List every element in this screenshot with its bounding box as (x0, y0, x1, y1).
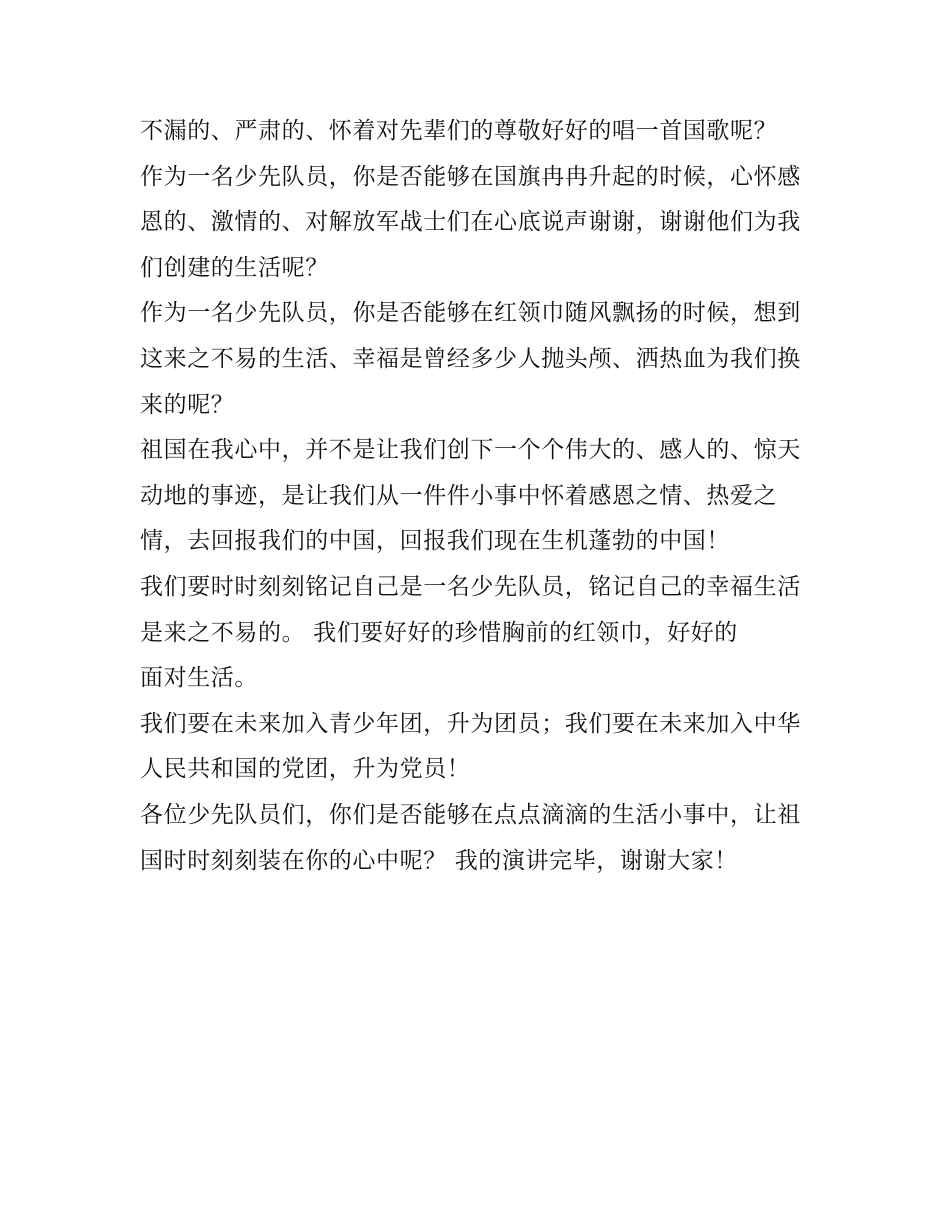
paragraph-6: 我们要在未来加入青少年团，升为团员；我们要在未来加入中华人民共和国的党团，升为党员！ (140, 710, 801, 783)
paragraph-4: 祖国在我心中，并不是让我们创下一个个伟大的、感人的、惊天动地的事迹，是让我们从一件件小事中怀着感恩之情、热爱之情，去回报我们的中国，回报我们现在生机蓬勃的中国！ (140, 437, 801, 555)
paragraph-1: 不漏的、严肃的、怀着对先辈们的尊敬好好的唱一首国歌呢？ (140, 118, 778, 144)
paragraph-3: 作为一名少先队员，你是否能够在红领巾随风飘扬的时候，想到这来之不易的生活、幸福是曾经多少人抛头颅、洒热血为我们换来的呢？ (140, 300, 801, 418)
paragraph-5: 我们要时时刻刻铭记自己是一名少先队员，铭记自己的幸福生活是来之不易的。 我们要好好的珍惜胸前的红领巾，好好的 面对生活。 (140, 573, 801, 692)
paragraph-7: 各位少先队员们，你们是否能够在点点滴滴的生活小事中，让祖国时时刻刻装在你的心中呢？ 我的演讲完毕，谢谢大家！ (140, 801, 801, 874)
paragraph-2: 作为一名少先队员，你是否能够在国旗冉冉升起的时候，心怀感恩的、激情的、对解放军战士们在心底说声谢谢，谢谢他们为我们创建的生活呢？ (140, 163, 801, 281)
document-body (140, 109, 816, 884)
